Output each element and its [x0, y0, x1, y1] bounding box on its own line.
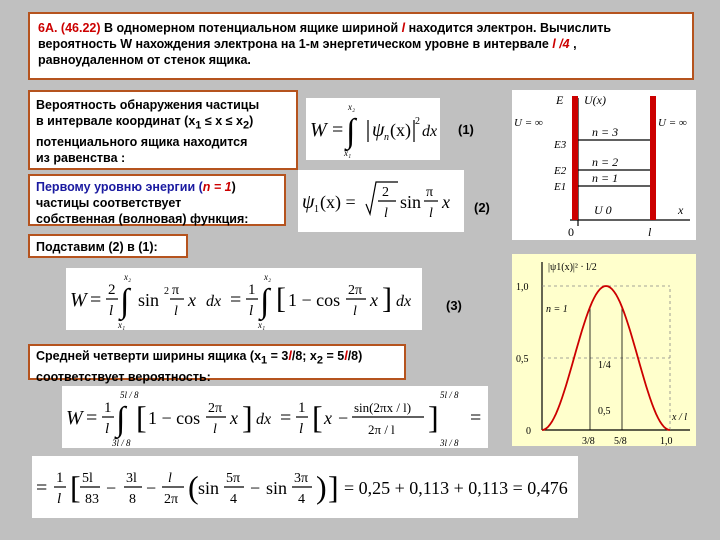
u-label: U(x) [584, 93, 606, 107]
svg-text:dx: dx [422, 123, 438, 140]
formula-w4-svg [62, 386, 488, 448]
svg-text:1 − cos: 1 − cos [148, 408, 201, 428]
formula-result-svg [32, 456, 578, 518]
problem-interval: l /4 [552, 37, 570, 51]
definition-line2: в интервале координат (x1 ≤ x ≤ x2) [36, 114, 254, 132]
formula-w4 [62, 386, 488, 448]
svg-text:=: = [90, 289, 102, 311]
svg-text:1: 1 [56, 470, 64, 486]
svg-text:=: = [86, 407, 98, 429]
energy-diagram-svg [512, 90, 696, 240]
x-tick-l: l [648, 225, 652, 239]
svg-text:sin: sin [266, 478, 288, 498]
first-level-line3: собственная (волновая) функция: [36, 212, 249, 226]
formula-psi1-svg [298, 170, 464, 232]
svg-text:=: = [36, 477, 48, 499]
svg-text:sin: sin [138, 290, 160, 310]
svg-text:−: − [338, 408, 349, 428]
svg-text:2π: 2π [348, 283, 363, 298]
prob-y-tick-0: 0 [526, 426, 531, 437]
prob-title: |ψ1(x)|² · l/2 [548, 262, 597, 273]
prob-y-tick-1: 1,0 [516, 282, 529, 293]
svg-text:]: ] [328, 469, 339, 505]
svg-text:[: [ [276, 282, 286, 315]
svg-text:5l / 8: 5l / 8 [440, 390, 459, 400]
quarter-line2: соответствует вероятность: [36, 369, 211, 384]
prob-x-label: x / l [672, 412, 687, 423]
e3-label: E3 [554, 139, 567, 151]
svg-text:=: = [332, 119, 344, 141]
svg-text:[: [ [312, 399, 323, 435]
svg-text:−: − [146, 478, 157, 498]
svg-text:x₁: x₁ [344, 148, 352, 158]
svg-text:sin(2πx / l): sin(2πx / l) [354, 400, 412, 415]
problem-var-l: l [401, 21, 406, 35]
svg-text:1: 1 [104, 400, 112, 416]
svg-text:l: l [429, 206, 433, 221]
left-wall [572, 96, 578, 220]
svg-text:5π: 5π [226, 471, 241, 486]
svg-text:W: W [70, 289, 87, 311]
svg-text:∫: ∫ [120, 283, 130, 320]
svg-text:∫: ∫ [346, 113, 356, 150]
equation-tag-1: (1) [458, 122, 474, 137]
svg-text:(: ( [188, 469, 199, 505]
definition-line3: потенциального ящика находится [36, 134, 248, 149]
x-tick-0: 0 [568, 225, 574, 239]
svg-text:2: 2 [164, 286, 169, 297]
substitute-box [28, 234, 188, 258]
problem-box [28, 12, 694, 80]
svg-text:∫: ∫ [260, 283, 270, 320]
svg-text:l: l [353, 304, 357, 319]
formula-w3-svg [66, 268, 422, 330]
svg-text:1: 1 [314, 204, 319, 215]
svg-text:l: l [168, 471, 172, 486]
svg-text:4: 4 [230, 492, 237, 507]
svg-text:π: π [426, 185, 434, 200]
e-label: E [556, 93, 564, 107]
svg-text:1 − cos: 1 − cos [288, 290, 341, 310]
svg-text:W: W [310, 119, 327, 141]
svg-text:sin: sin [198, 478, 220, 498]
right-wall [650, 96, 656, 220]
level-3-label: n = 3 [592, 125, 619, 139]
formula-psi1 [298, 170, 464, 232]
svg-text:5l / 8: 5l / 8 [120, 390, 139, 400]
svg-text:=: = [470, 407, 482, 429]
svg-text:2: 2 [382, 185, 389, 200]
svg-text:(x): (x) [390, 120, 411, 140]
svg-text:]: ] [382, 282, 392, 315]
svg-text:(x) =: (x) = [320, 192, 356, 212]
svg-text:3l / 8: 3l / 8 [112, 438, 131, 448]
svg-text:x: x [442, 192, 450, 212]
svg-text:l: l [174, 304, 178, 319]
svg-text:l: l [109, 303, 114, 319]
svg-text:ψ: ψ [302, 191, 315, 213]
first-level-line2: частицы соответствует [36, 196, 182, 210]
svg-text:ψ: ψ [372, 119, 385, 141]
problem-text-c: , равноудаленном от стенок ящика. [38, 37, 577, 67]
formula-w-definition-svg [306, 98, 440, 160]
svg-text:−: − [250, 478, 261, 498]
prob-area-label: 1/4 [598, 360, 611, 371]
definition-box [28, 90, 298, 170]
quarter-box [28, 344, 406, 384]
level-1-label: n = 1 [592, 171, 619, 185]
probability-graph [512, 254, 696, 446]
first-level-line1: Первому уровню энергии (n = 1) [36, 180, 236, 194]
svg-text:x₁: x₁ [258, 320, 266, 330]
energy-diagram [512, 90, 696, 240]
svg-text:dx: dx [396, 293, 412, 310]
svg-text:l: l [57, 491, 62, 507]
u-inf-left: U = ∞ [514, 117, 543, 129]
svg-text:−: − [106, 478, 117, 498]
svg-text:3l: 3l [126, 471, 137, 486]
svg-text:x: x [230, 408, 238, 428]
svg-text:x₂: x₂ [124, 272, 132, 282]
formula-result [32, 456, 578, 518]
svg-text:2π: 2π [208, 401, 223, 416]
substitute-text: Подставим (2) в (1): [36, 240, 158, 254]
formula-w-definition [306, 98, 440, 160]
svg-text:]: ] [428, 399, 439, 435]
svg-text:5l: 5l [82, 471, 93, 486]
svg-text:[: [ [136, 399, 147, 435]
svg-text:2π / l: 2π / l [368, 422, 395, 437]
prob-x-tick-58: 5/8 [614, 436, 627, 446]
svg-text:[: [ [70, 469, 81, 505]
svg-text:=: = [230, 289, 242, 311]
svg-text:l: l [213, 422, 217, 437]
equation-tag-2: (2) [474, 200, 490, 215]
problem-text-a: В одномерном потенциальном ящике шириной [100, 21, 402, 35]
svg-text:1: 1 [248, 282, 256, 298]
svg-text:∫: ∫ [116, 401, 126, 438]
first-level-box [28, 174, 286, 226]
u-zero-label: U 0 [594, 203, 612, 217]
e2-label: E2 [554, 165, 567, 177]
svg-text:1: 1 [298, 400, 306, 416]
x-axis-label: x [678, 203, 684, 217]
prob-half-label: 0,5 [598, 406, 611, 417]
svg-text:x₂: x₂ [264, 272, 272, 282]
quarter-line1: Средней четверти ширины ящика (x1 = 3l/8; x2 = 5l/8) [36, 349, 363, 367]
level-2-label: n = 2 [592, 155, 619, 169]
svg-text:n: n [384, 132, 389, 143]
svg-text:x: x [324, 408, 332, 428]
svg-text:l: l [249, 303, 254, 319]
svg-text:83: 83 [85, 492, 99, 507]
svg-text:4: 4 [298, 492, 305, 507]
svg-text:W: W [66, 407, 83, 429]
svg-text:8: 8 [129, 492, 136, 507]
prob-y-tick-05: 0,5 [516, 354, 529, 365]
result-value: = 0,25 + 0,113 + 0,113 = 0,476 [344, 478, 568, 498]
prob-x-tick-38: 3/8 [582, 436, 595, 446]
svg-text:2: 2 [108, 282, 116, 298]
svg-text:l: l [105, 421, 110, 437]
svg-text:2π: 2π [164, 492, 179, 507]
probability-graph-svg [512, 254, 696, 446]
equation-tag-3: (3) [446, 298, 462, 313]
formula-w3 [66, 268, 422, 330]
svg-text:dx: dx [256, 411, 272, 428]
svg-text:sin: sin [400, 192, 422, 212]
svg-text:dx: dx [206, 293, 222, 310]
problem-text [38, 20, 684, 68]
prob-x-tick-1: 1,0 [660, 436, 673, 446]
problem-prefix: 6А. (46.22) [38, 21, 101, 35]
u-inf-right: U = ∞ [658, 117, 687, 129]
svg-text:x₂: x₂ [348, 102, 356, 112]
problem-text-b: находится электрон. Вычислить вероятность W нахождения электрона на 1-м энергетическом уровне в интервале [38, 21, 612, 51]
svg-text:3l / 8: 3l / 8 [440, 438, 459, 448]
definition-line1: Вероятность обнаружения частицы [36, 98, 260, 112]
svg-text:): ) [316, 469, 327, 505]
svg-text:x: x [188, 290, 196, 310]
svg-text:2: 2 [415, 116, 420, 127]
svg-text:π: π [172, 283, 180, 298]
definition-line4: из равенства : [36, 150, 126, 165]
svg-text:x₁: x₁ [118, 320, 126, 330]
svg-text:3π: 3π [294, 471, 309, 486]
svg-text:l: l [384, 206, 388, 221]
svg-text:l: l [299, 421, 304, 437]
svg-text:=: = [280, 407, 292, 429]
svg-text:x: x [370, 290, 378, 310]
svg-text:]: ] [242, 399, 253, 435]
e1-label: E1 [554, 181, 567, 193]
prob-curve-label: n = 1 [546, 304, 568, 315]
